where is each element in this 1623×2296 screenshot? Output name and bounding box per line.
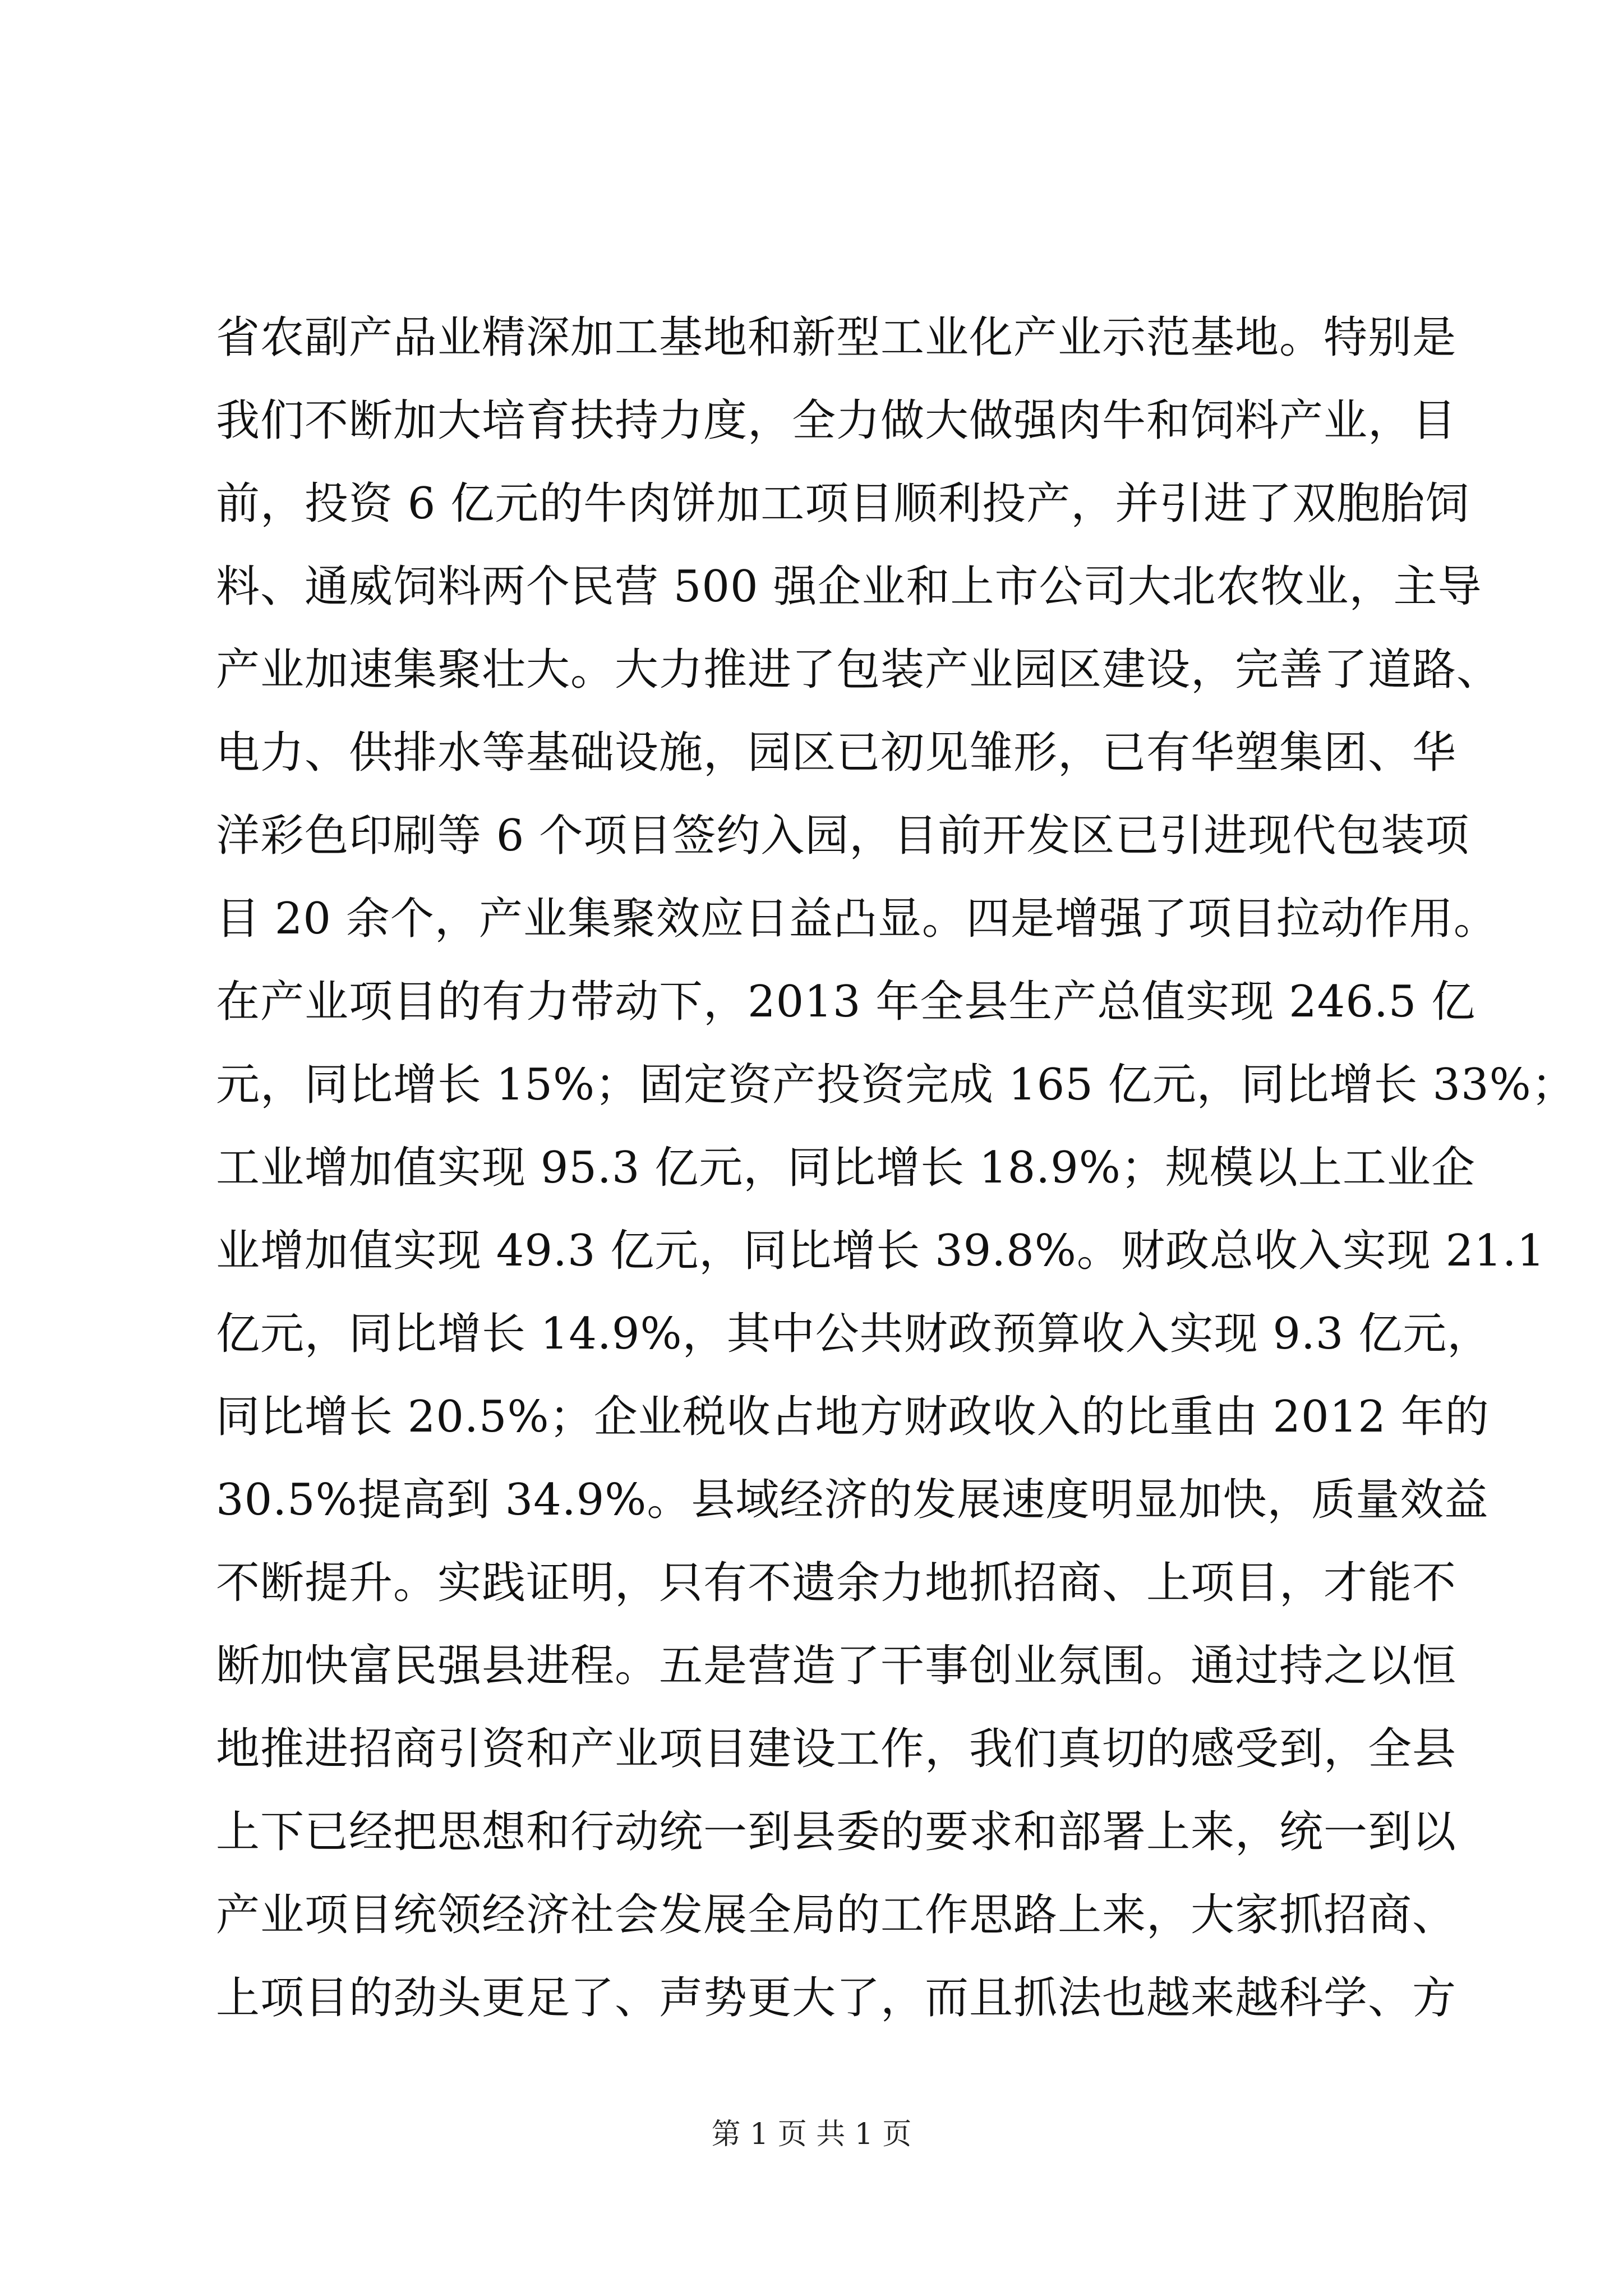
text-line: 上项目的劲头更足了、声势更大了，而且抓法也越来越科学、方 xyxy=(216,1973,1457,2023)
text-line: 电力、供排水等基础设施，园区已初见雏形，已有华塑集团、华 xyxy=(216,728,1457,778)
text-line: 元，同比增长 15%；固定资产投资完成 165 亿元，同比增长 33%； xyxy=(216,1060,1576,1110)
text-line: 料、通威饲料两个民营 500 强企业和上市公司大北农牧业，主导 xyxy=(216,562,1482,612)
text-line: 同比增长 20.5%；企业税收占地方财政收入的比重由 2012 年的 xyxy=(216,1392,1490,1442)
text-line: 30.5%提高到 34.9%。县域经济的发展速度明显加快，质量效益 xyxy=(216,1475,1489,1525)
text-line: 亿元，同比增长 14.9%，其中公共财政预算收入实现 9.3 亿元， xyxy=(216,1309,1492,1359)
text-line: 在产业项目的有力带动下，2013 年全县生产总值实现 246.5 亿 xyxy=(216,977,1476,1027)
text-line: 省农副产品业精深加工基地和新型工业化产业示范基地。特别是 xyxy=(216,312,1457,363)
text-line: 不断提升。实践证明，只有不遗余力地抓招商、上项目，才能不 xyxy=(216,1558,1457,1608)
page-footer: 第 1 页 共 1 页 xyxy=(711,2118,912,2151)
text-line: 洋彩色印刷等 6 个项目签约入园，目前开发区已引进现代包装项 xyxy=(216,811,1470,861)
text-line: 前，投资 6 亿元的牛肉饼加工项目顺利投产，并引进了双胞胎饲 xyxy=(216,478,1470,529)
text-line: 产业加速集聚壮大。大力推进了包装产业园区建设，完善了道路、 xyxy=(216,645,1501,695)
text-line: 我们不断加大培育扶持力度，全力做大做强肉牛和饲料产业，目 xyxy=(216,395,1457,446)
text-line: 断加快富民强县进程。五是营造了干事创业氛围。通过持之以恒 xyxy=(216,1641,1457,1691)
text-line: 工业增加值实现 95.3 亿元，同比增长 18.9%；规模以上工业企 xyxy=(216,1143,1476,1193)
body-text xyxy=(216,296,1576,2040)
text-line: 目 20 余个，产业集聚效应日益凸显。四是增强了项目拉动作用。 xyxy=(216,894,1498,944)
text-line: 产业项目统领经济社会发展全局的工作思路上来，大家抓招商、 xyxy=(216,1890,1457,1940)
text-line: 上下已经把思想和行动统一到县委的要求和部署上来，统一到以 xyxy=(216,1807,1457,1857)
text-line: 地推进招商引资和产业项目建设工作，我们真切的感受到，全县 xyxy=(216,1724,1457,1774)
text-line: 业增加值实现 49.3 亿元，同比增长 39.8%。财政总收入实现 21.1 xyxy=(216,1226,1546,1276)
